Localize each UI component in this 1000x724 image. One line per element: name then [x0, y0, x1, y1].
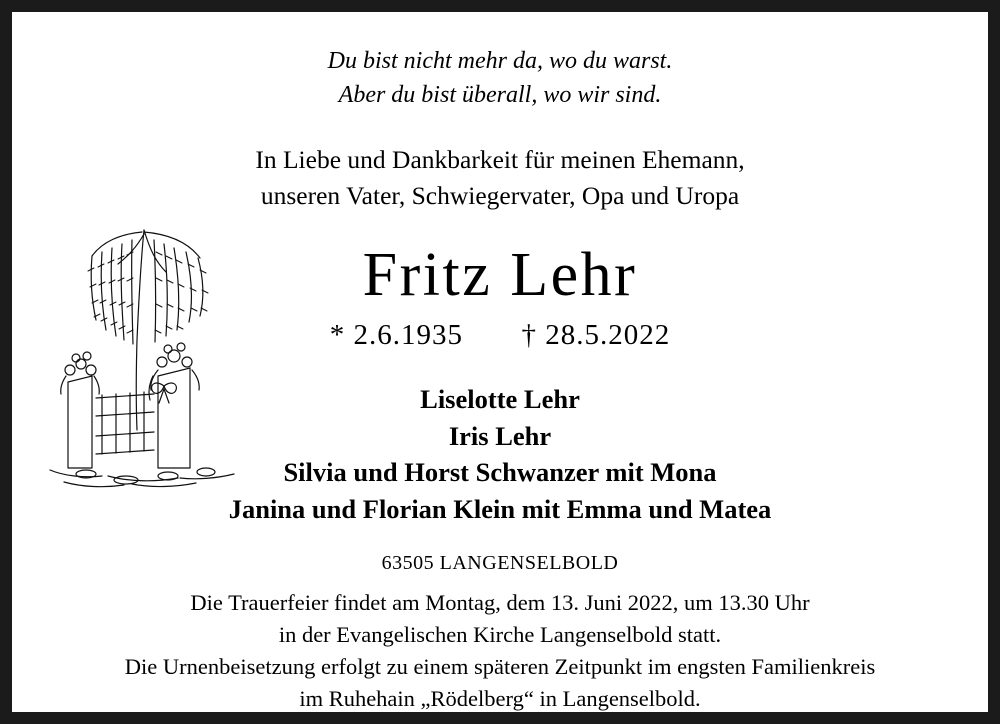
mourner-line: Silvia und Horst Schwanzer mit Mona [283, 457, 717, 488]
weeping-willow-gate-illustration [40, 190, 260, 490]
service-line: Die Trauerfeier findet am Montag, dem 13. Juni 2022, um 13.30 Uhr [190, 589, 810, 615]
dedication-line-2: unseren Vater, Schwiegervater, Opa und Uropa [260, 181, 740, 211]
deceased-name: Fritz Lehr [362, 240, 638, 309]
mourner-line: Iris Lehr [448, 420, 552, 451]
motto-line-1: Du bist nicht mehr da, wo du warst. [327, 48, 673, 74]
postal-city: 63505 LANGENSELBOLD [381, 551, 619, 574]
motto [52, 44, 948, 112]
service-details [52, 587, 948, 714]
birth-date: * 2.6.1935 [329, 318, 463, 351]
dedication-line-1: In Liebe und Dankbarkeit für meinen Ehemann, [255, 145, 745, 175]
service-line: Die Urnenbeisetzung erfolgt zu einem späteren Zeitpunkt im engsten Familienkreis [124, 653, 876, 679]
mourner-line: Liselotte Lehr [420, 383, 580, 414]
service-line: im Ruhehain „Rödelberg“ in Langenselbold. [299, 685, 701, 711]
service-line: in der Evangelischen Kirche Langenselbold statt. [278, 621, 722, 647]
death-date: † 28.5.2022 [521, 318, 671, 351]
motto-line-2: Aber du bist überall, wo wir sind. [338, 82, 662, 109]
mourner-line: Janina und Florian Klein mit Emma und Matea [228, 494, 772, 525]
